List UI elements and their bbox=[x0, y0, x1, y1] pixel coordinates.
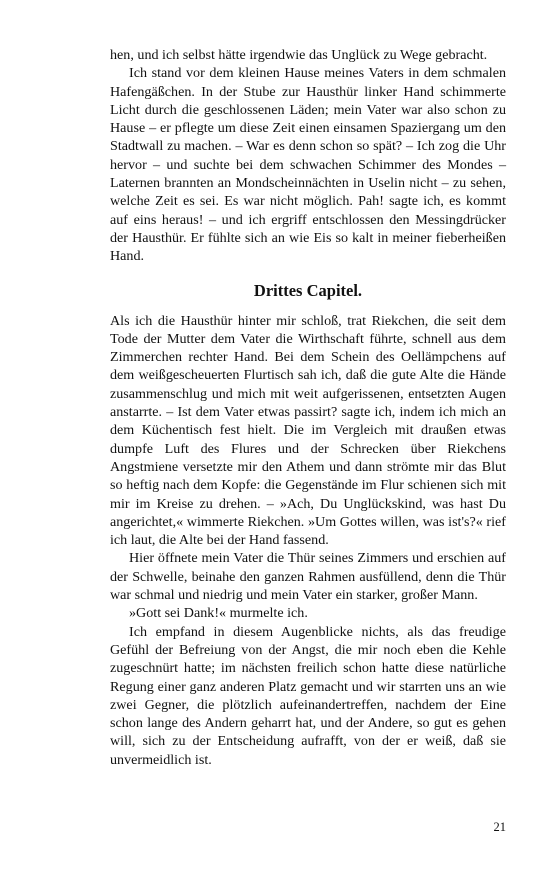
chapter-heading: Drittes Capitel. bbox=[253, 280, 363, 300]
page-number: 21 bbox=[493, 820, 506, 834]
paragraph: Ich stand vor dem kleinen Hause meines Vaters in dem schmalen Hafengäßchen. In der Stube zur Hausthür linker Hand schimmerte Licht durch die geschlossenen Läden; mein Vater war also schon zu Hause – er pflegte um diese Zeit einen einsamen Spaziergang um den Stadtwall zu machen. – War es denn schon so spät? – Ich zog die Uhr hervor – und suchte bei dem schwachen Schimmer des Mondes – Laternen brannten an Mondscheinnächten in Uselin nicht – zu sehen, welche Zeit es sei. Es war nicht möglich. Pah! sagte ich, es kommt auf eins heraus! – und ich ergriff entschlossen den Messingdrücker der Hausthür. Er fühlte sich an wie Eis so kalt in meiner fieberheißen Hand. bbox=[110, 65, 506, 265]
paragraph: Ich empfand in diesem Augenblicke nichts, als das freudige Gefühl der Befreiung von der Angst, die mir noch eben die Kehle zugeschnürt hatte; im nächsten freilich schon hatte diese natürliche Regung einer ganz anderen Platz gemacht und wir starrten uns an wie zwei Gegner, die plötzlich aufeinandertreffen, nachdem der Eine schon lange des Andern geharrt hat, und der Andere, so gut es gehen will, sich zu der Entscheidung aufrafft, von der er weiß, daß sie unvermeidlich ist. bbox=[110, 623, 506, 768]
text-block bbox=[110, 46, 506, 769]
paragraph: Hier öffnete mein Vater die Thür seines Zimmers und erschien auf der Schwelle, beinahe den ganzen Rahmen ausfüllend, denn die Thür war schmal und niedrig und mein Vater ein starker, großer Mann. bbox=[110, 550, 506, 604]
paragraph-continued: hen, und ich selbst hätte irgendwie das Unglück zu Wege gebracht. bbox=[110, 47, 488, 63]
paragraph: »Gott sei Dank!« murmelte ich. bbox=[129, 605, 308, 622]
paragraph-chapter-opening: Als ich die Hausthür hinter mir schloß, trat Riekchen, die seit dem Tode der Mutter dem Vater die Wirthschaft führte, schnell aus dem Zimmerchen rechter Hand. Bei dem Schein des Oellämpchens auf dem weißgescheuerten Flurtisch sah ich, daß die gute Alte die Hände zusammenschlug und mich mit weit aufgerissenen, entsetzten Augen anstarrte. – Ist dem Vater etwas passirt? sagte ich, indem ich mich an dem Küchentisch fest hielt. Die im Vergleich mit draußen etwas dumpfe Luft des Flures und der Schrecken über Riekchens Angstmiene versetzte mir den Athem und dann strömte mir das Blut so heftig nach dem Kopfe: die Gegenstände im Flur schienen sich mit mir im Kreise zu drehen. – »Ach, Du Unglückskind, was hast Du angerichtet,« wimmerte Riekchen. »Um Gottes willen, was ist's?« rief ich laut, die Alte bei der Hand fassend. bbox=[110, 312, 506, 549]
